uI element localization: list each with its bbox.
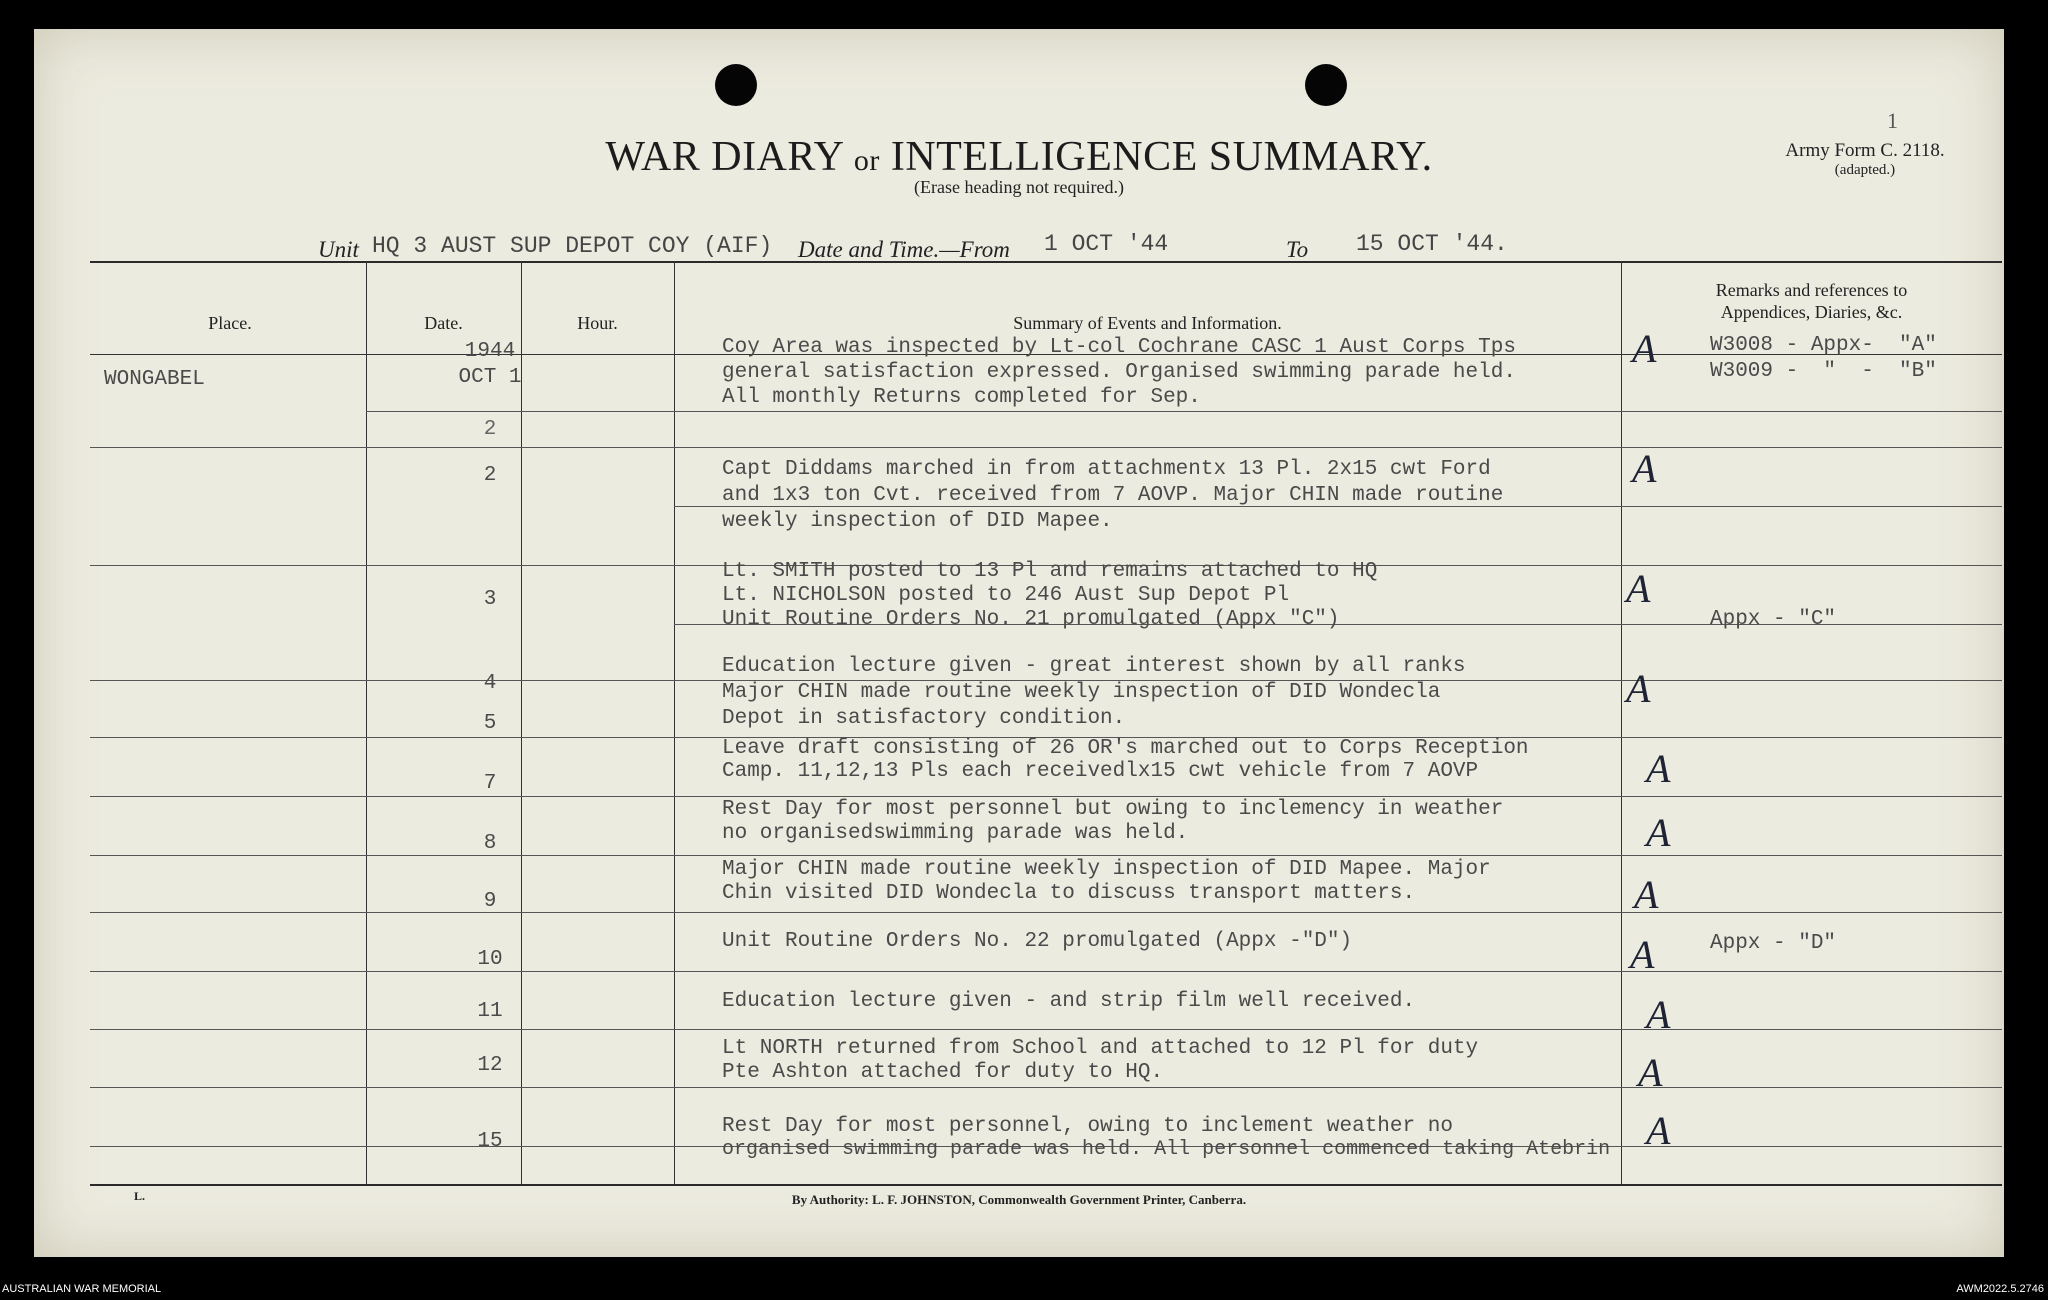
entry-date: OCT 1 (458, 366, 522, 389)
initials-mark: A (1632, 326, 1657, 371)
page-mark: 1 (1887, 108, 1898, 133)
remarks-entry: Appx - "D" (1710, 932, 1837, 955)
summary-line: Chin visited DID Wondecla to discuss transport matters. (722, 882, 1416, 905)
place-value: WONGABEL (104, 368, 205, 391)
summary-line: general satisfaction expressed. Organised swimming parade held. (722, 361, 1516, 384)
summary-line: no organisedswimming parade was held. (722, 822, 1189, 845)
title-part1: WAR DIARY (605, 134, 843, 180)
army-form-label: Army Form C. 2118. (1785, 140, 1945, 161)
title-or: or (853, 144, 880, 177)
row-rule (90, 855, 2002, 856)
summary-line: Rest Day for most personnel, owing to inclement weather no (722, 1115, 1453, 1138)
initials-mark: A (1646, 1108, 1671, 1153)
column-divider-summary (1621, 261, 1622, 1184)
remarks-header-line1: Remarks and references to (1715, 280, 1908, 300)
entry-date: 7 (483, 772, 497, 795)
column-divider-hour (674, 261, 675, 1184)
diary-sheet (34, 29, 2004, 1257)
remarks-entry: Appx - "C" (1710, 608, 1837, 631)
army-form-number (1760, 141, 1970, 178)
summary-line: Lt. SMITH posted to 13 Pl and remains attached to HQ (722, 560, 1378, 583)
place-header: Place. (208, 313, 252, 333)
unit-value: HQ 3 AUST SUP DEPOT COY (AIF) (372, 233, 773, 259)
entry-date: 12 (477, 1054, 503, 1077)
army-form-note: (adapted.) (1834, 161, 1896, 178)
initials-mark: A (1632, 446, 1657, 491)
to-label: To (1286, 237, 1309, 262)
remarks-header (1621, 279, 2002, 323)
hour-header: Hour. (577, 313, 618, 333)
initials-mark: A (1626, 666, 1651, 711)
summary-line: Coy Area was inspected by Lt-col Cochrane CASC 1 Aust Corps Tps (722, 336, 1516, 359)
entry-date: 11 (477, 1000, 503, 1023)
initials-mark: A (1646, 746, 1671, 791)
entry-date: 4 (483, 672, 497, 695)
from-value: 1 OCT '44 (1044, 231, 1169, 257)
entry-date: 2 (483, 464, 497, 487)
summary-line: organised swimming parade was held. All personnel commenced taking Atebrin (722, 1138, 1611, 1161)
entry-date: 5 (483, 712, 497, 735)
initials-mark: A (1626, 566, 1651, 611)
initials-mark: A (1634, 872, 1659, 917)
summary-line: All monthly Returns completed for Sep. (722, 386, 1201, 409)
remarks-entry: W3008 - Appx- "A" (1710, 334, 1937, 357)
entry-date: 3 (483, 588, 497, 611)
form-subtitle: (Erase heading not required.) (914, 177, 1124, 197)
remarks-header-line2: Appendices, Diaries, &c. (1720, 302, 1903, 322)
initials-mark: A (1638, 1050, 1663, 1095)
initials-mark: A (1646, 810, 1671, 855)
summary-line: Rest Day for most personnel but owing to inclemency in weather (722, 798, 1504, 821)
footer-mark: L. (134, 1189, 146, 1203)
summary-line: weekly inspection of DID Mapee. (722, 510, 1113, 533)
summary-line: Lt. NICHOLSON posted to 246 Aust Sup Depot Pl (722, 584, 1290, 607)
punch-hole-right (1305, 64, 1347, 106)
entry-date: 10 (477, 948, 503, 971)
remarks-entry: W3009 - " - "B" (1710, 360, 1937, 383)
unit-line (34, 221, 2004, 261)
column-divider-place (366, 261, 367, 1184)
row-rule (366, 411, 2002, 412)
entry-date: 15 (477, 1130, 503, 1153)
summary-line: Pte Ashton attached for duty to HQ. (722, 1061, 1164, 1084)
date-header: Date. (424, 313, 463, 333)
row-rule (90, 912, 2002, 913)
printer-authority: By Authority: L. F. JOHNSTON, Commonwealth Government Printer, Canberra. (791, 1192, 1247, 1207)
summary-line: Lt NORTH returned from School and attached to 12 Pl for duty (722, 1037, 1479, 1060)
summary-line: Capt Diddams marched in from attachmentx 13 Pl. 2x15 cwt Ford (722, 458, 1491, 481)
summary-line: Education lecture given - and strip film well received. (722, 990, 1416, 1013)
summary-line: Education lecture given - great interest shown by all ranks (722, 655, 1466, 678)
row-rule (90, 1087, 2002, 1088)
initials-mark: A (1646, 992, 1671, 1037)
punch-hole-left (715, 64, 757, 106)
entry-date: 9 (483, 890, 497, 913)
entry-date: 8 (483, 832, 497, 855)
row-rule (90, 1029, 2002, 1030)
date-time-label: Date and Time.—From (798, 237, 1010, 262)
title-part2: INTELLIGENCE SUMMARY. (890, 134, 1433, 180)
summary-line: Unit Routine Orders No. 22 promulgated (Appx -"D") (722, 930, 1353, 953)
unit-label: Unit (318, 237, 359, 262)
year-value: 1944 (464, 340, 516, 363)
summary-line: Depot in satisfactory condition. (722, 707, 1126, 730)
entry-date-overtyped: 2 (483, 418, 497, 441)
initials-mark: A (1630, 932, 1655, 977)
to-value: 15 OCT '44. (1356, 231, 1508, 257)
summary-line: Camp. 11,12,13 Pls each receivedlx15 cwt vehicle from 7 AOVP (722, 760, 1479, 783)
archive-reference: AWM2022.5.2746 (1956, 1283, 2044, 1295)
summary-line: Unit Routine Orders No. 21 promulgated (Appx "C") (722, 608, 1340, 631)
archive-caption: AUSTRALIAN WAR MEMORIAL (2, 1283, 162, 1295)
summary-header: Summary of Events and Information. (1013, 313, 1282, 333)
summary-line: Major CHIN made routine weekly inspection of DID Mapee. Major (722, 858, 1491, 881)
summary-line: Major CHIN made routine weekly inspection of DID Wondecla (722, 681, 1441, 704)
form-title (34, 133, 2004, 181)
summary-line: and 1x3 ton Cvt. received from 7 AOVP. Major CHIN made routine (722, 484, 1504, 507)
row-rule (90, 447, 2002, 448)
row-rule (90, 971, 2002, 972)
summary-line: Leave draft consisting of 26 OR's marched out to Corps Reception (722, 737, 1529, 760)
